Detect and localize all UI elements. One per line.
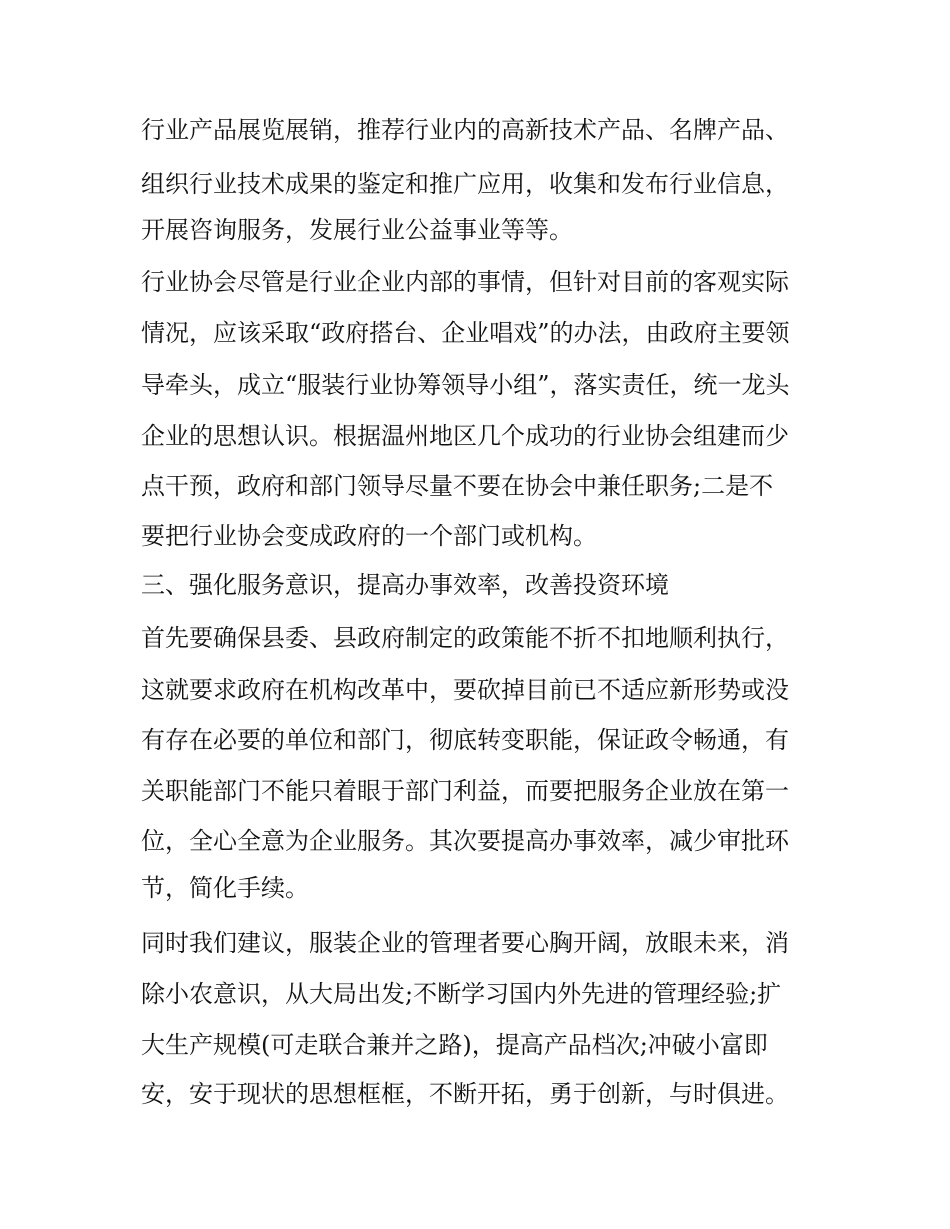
text-line: 要把行业协会变成政府的一个部门或机构。 bbox=[141, 522, 597, 550]
text-line: 安，安于现状的思想框框，不断开拓，勇于创新，与时俱进。 bbox=[141, 1080, 789, 1108]
text-line: 同时我们建议，服装企业的管理者要心胸开阔，放眼未来，消 bbox=[141, 929, 789, 957]
text-line: 位，全心全意为企业服务。其次要提高办事效率，减少审批环 bbox=[141, 827, 789, 855]
text-line: 节，简化手续。 bbox=[141, 874, 309, 902]
section-heading: 三、强化服务意识，提高办事效率，改善投资环境 bbox=[141, 571, 669, 599]
text-line: 行业产品展览展销，推荐行业内的高新技术产品、名牌产品、 bbox=[141, 116, 789, 144]
text-line: 点干预，政府和部门领导尽量不要在协会中兼任职务;二是不 bbox=[141, 472, 774, 500]
text-line: 导牵头，成立“服装行业协筹领导小组”，落实责任，统一龙头 bbox=[141, 371, 790, 399]
text-line: 企业的思想认识。根据温州地区几个成功的行业协会组建而少 bbox=[141, 422, 789, 450]
text-line: 除小农意识，从大局出发;不断学习国内外先进的管理经验;扩 bbox=[141, 980, 782, 1008]
text-line: 情况，应该采取“政府搭台、企业唱戏”的办法，由政府主要领 bbox=[141, 319, 790, 347]
text-line: 有存在必要的单位和部门，彻底转变职能，保证政令畅通，有 bbox=[141, 726, 789, 754]
text-line: 组织行业技术成果的鉴定和推广应用，收集和发布行业信息， bbox=[141, 170, 789, 198]
text-line: 这就要求政府在机构改革中，要砍掉目前已不适应新形势或没 bbox=[141, 676, 789, 704]
text-line: 行业协会尽管是行业企业内部的事情，但针对目前的客观实际 bbox=[141, 268, 789, 296]
text-line: 开展咨询服务，发展行业公益事业等等。 bbox=[141, 216, 573, 244]
text-line: 关职能部门不能只着眼于部门利益，而要把服务企业放在第一 bbox=[141, 777, 789, 805]
text-line: 首先要确保县委、县政府制定的政策能不折不扣地顺利执行， bbox=[141, 624, 789, 652]
text-line: 大生产规模(可走联合兼并之路)，提高产品档次;冲破小富即 bbox=[141, 1031, 768, 1059]
